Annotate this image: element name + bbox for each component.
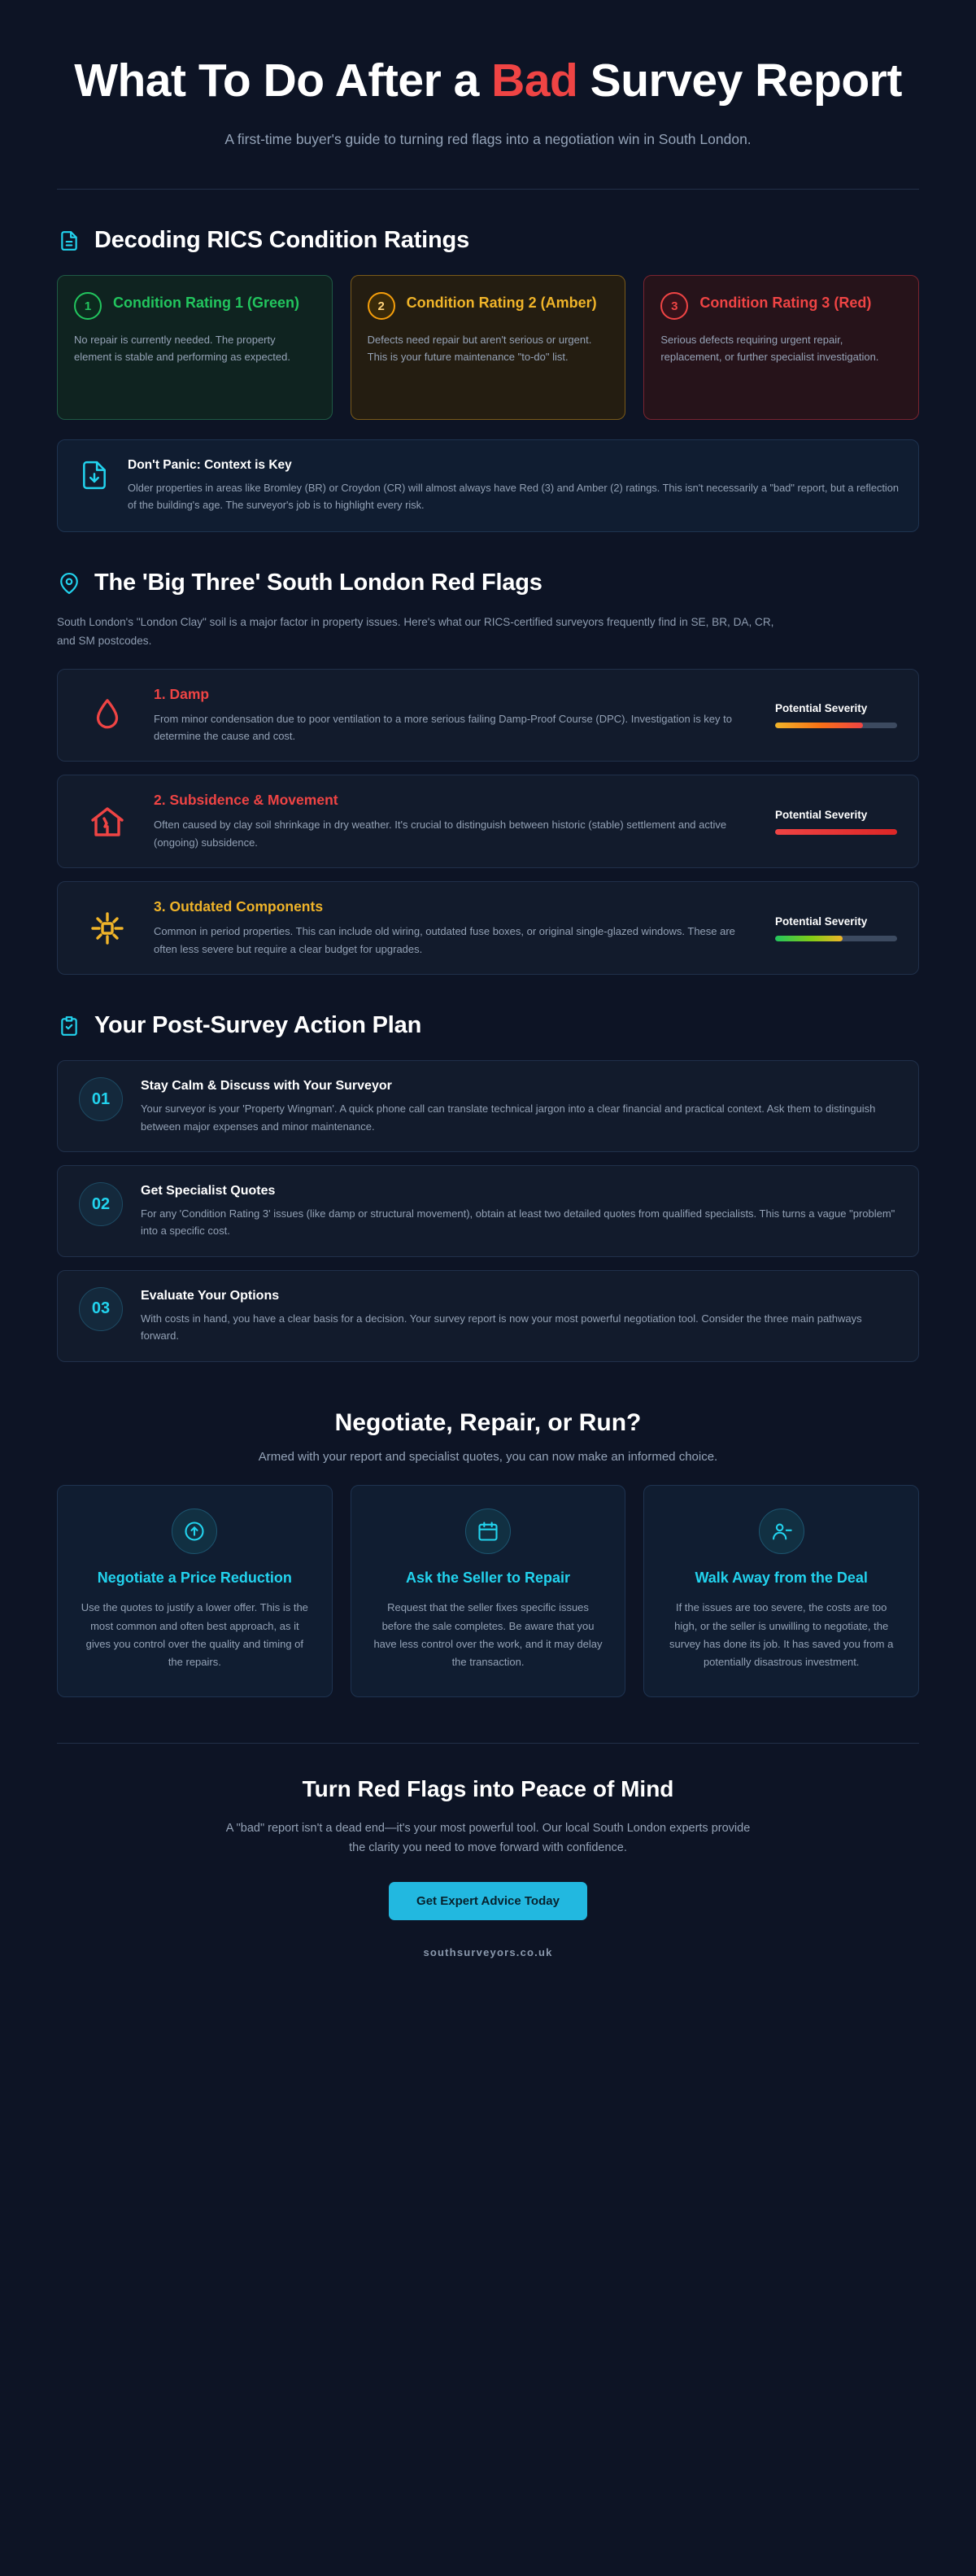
page-title-part2: Survey Report <box>577 55 902 107</box>
ratings-heading: Decoding RICS Condition Ratings <box>94 227 470 254</box>
action-step-2-desc: For any 'Condition Rating 3' issues (like damp or structural movement), obtain at least two detailed quotes from qualified specialists. This turns a vague "problem" into a specific cost. <box>141 1207 895 1238</box>
website-url: southsurveyors.co.uk <box>423 1945 553 1958</box>
cta-button[interactable]: Get Expert Advice Today <box>389 1882 587 1920</box>
ratings-heading-row <box>57 227 919 254</box>
rating-card-2-header <box>368 292 609 320</box>
action-step-1-title: Stay Calm & Discuss with Your Surveyor <box>141 1079 392 1094</box>
severity-fill-subsidence <box>775 829 897 835</box>
action-step-1-body <box>141 1077 897 1135</box>
red-flag-subsidence-desc: Often caused by clay soil shrinkage in dry weather. It's crucial to distinguish between historic (stable) settlement and active (ongoing) subsidence. <box>154 819 727 849</box>
rating-title-1: Condition Rating 1 (Green) <box>113 295 299 312</box>
map-pin-icon <box>57 571 81 596</box>
red-flag-damp-desc: From minor condensation due to poor ventilation to a more serious failing Damp-Proof Course (DPC). Investigation is key to determine the cause and cost. <box>154 712 732 742</box>
action-step-3-number: 03 <box>79 1287 123 1331</box>
rating-card-3-header <box>660 292 902 320</box>
red-flag-outdated-title: 3. Outdated Components <box>154 898 324 915</box>
option-walk-away-title: Walk Away from the Deal <box>695 1569 868 1586</box>
option-walk-away <box>643 1485 919 1697</box>
option-repair <box>351 1485 626 1697</box>
red-flag-outdated-text <box>154 898 757 958</box>
option-repair-desc: Request that the seller fixes specific issues before the sale completes. Be aware that you have less control over the work, and it may delay the transaction. <box>373 1601 603 1669</box>
clipboard-check-icon <box>57 1014 81 1038</box>
red-flag-outdated-desc: Common in period properties. This can include old wiring, outdated fuse boxes, or original single-glazed windows. These are often less severe but require a clear budget for upgrades. <box>154 925 735 955</box>
walk-away-user-icon <box>759 1508 804 1554</box>
red-flags-section <box>57 570 919 975</box>
action-plan-section <box>57 1012 919 1362</box>
red-flag-damp-title: 1. Damp <box>154 685 210 702</box>
context-note <box>57 439 919 532</box>
water-drop-icon <box>79 689 136 741</box>
ratings-section <box>57 227 919 532</box>
rating-body-1: No repair is currently needed. The property element is stable and performing as expected. <box>74 334 290 364</box>
page-subtitle: A first-time buyer's guide to turning red flags into a negotiation win in South London. <box>224 130 752 147</box>
red-flags-intro: South London's "London Clay" soil is a major factor in property issues. Here's what our RICS-certified surveyors frequently find in SE, BR, DA, CR, and SM postcodes. <box>57 616 774 648</box>
action-step-3-body <box>141 1287 897 1345</box>
options-subtitle: Armed with your report and specialist quotes, you can now make an informed choice. <box>258 1449 718 1464</box>
action-step-1-desc: Your surveyor is your 'Property Wingman'. A quick phone call can translate technical jargon into a clear financial and practical context. Ask them to distinguish between major expenses and minor maintenance. <box>141 1102 876 1133</box>
option-negotiate <box>57 1485 333 1697</box>
footer-body: A "bad" report isn't a dead end—it's your most powerful tool. Our local South London experts provide the clarity you need to move forward with confidence. <box>225 1821 751 1854</box>
page-title <box>57 55 919 107</box>
rating-title-2: Condition Rating 2 (Amber) <box>406 295 597 312</box>
document-icon <box>57 229 81 253</box>
action-step-3-title: Evaluate Your Options <box>141 1288 280 1303</box>
red-flag-subsidence <box>57 775 919 868</box>
rating-card-1-header <box>74 292 316 320</box>
rating-badge-3: 3 <box>660 292 688 320</box>
action-step-2-number: 02 <box>79 1182 123 1226</box>
options-heading-block <box>57 1409 919 1464</box>
option-walk-away-desc: If the issues are too severe, the costs are too high, or the seller is unwilling to negotiate, the survey has done its job. It has saved you from a potentially disastrous investment. <box>669 1601 894 1669</box>
rating-card-3 <box>643 275 919 420</box>
severity-label-outdated: Potential Severity <box>775 915 868 928</box>
action-plan-heading-row <box>57 1012 919 1039</box>
action-step-2-body <box>141 1182 897 1240</box>
red-flag-outdated <box>57 881 919 975</box>
action-step-1-number: 01 <box>79 1077 123 1121</box>
context-note-body: Older properties in areas like Bromley (BR) or Croydon (CR) will almost always have Red (3) and Amber (2) ratings. This isn't necessarily a "bad" report, but a reflection of the building's age. The surveyor's job is to highlight every risk. <box>128 482 899 512</box>
severity-outdated <box>775 915 897 941</box>
action-step-3-desc: With costs in hand, you have a clear basis for a decision. Your survey report is now your most powerful negotiation tool. Consider the three main pathways forward. <box>141 1312 862 1343</box>
rating-body-3: Serious defects requiring urgent repair, replacement, or further specialist investigation. <box>660 334 879 364</box>
option-negotiate-title: Negotiate a Price Reduction <box>97 1569 292 1586</box>
options-cards <box>57 1485 919 1697</box>
rating-body-2: Defects need repair but aren't serious or urgent. This is your future maintenance "to-do" list. <box>367 334 592 364</box>
option-negotiate-desc: Use the quotes to justify a lower offer. This is the most common and often best approach, as it gives you control over the quality and timing of the repairs. <box>81 1601 308 1669</box>
hero-divider <box>57 189 919 190</box>
action-step-2 <box>57 1165 919 1257</box>
rating-badge-1: 1 <box>74 292 102 320</box>
severity-label-damp: Potential Severity <box>775 701 868 714</box>
price-reduction-icon <box>172 1508 217 1554</box>
red-flag-damp-text <box>154 686 757 745</box>
severity-bar-outdated <box>775 936 897 941</box>
severity-fill-damp <box>775 723 863 728</box>
option-repair-title: Ask the Seller to Repair <box>405 1569 571 1586</box>
house-crack-icon <box>79 796 136 848</box>
page-title-part1: What To Do After a <box>74 55 492 107</box>
ratings-cards <box>57 275 919 420</box>
severity-bar-subsidence <box>775 829 897 835</box>
download-file-icon <box>77 458 111 492</box>
rating-card-2 <box>351 275 626 420</box>
red-flag-damp <box>57 669 919 762</box>
rating-card-1 <box>57 275 333 420</box>
electric-wiring-icon <box>79 902 136 954</box>
rating-badge-2: 2 <box>368 292 395 320</box>
red-flags-heading: The 'Big Three' South London Red Flags <box>94 570 542 596</box>
severity-bar-damp <box>775 723 897 728</box>
action-plan-heading: Your Post-Survey Action Plan <box>94 1012 422 1039</box>
action-step-1 <box>57 1060 919 1152</box>
calendar-repair-icon <box>465 1508 511 1554</box>
action-step-3 <box>57 1270 919 1362</box>
severity-fill-outdated <box>775 936 843 941</box>
context-note-text <box>128 458 899 513</box>
context-note-title: Don't Panic: Context is Key <box>128 458 292 473</box>
action-step-2-title: Get Specialist Quotes <box>141 1184 276 1198</box>
footer-heading: Turn Red Flags into Peace of Mind <box>302 1775 674 1801</box>
severity-subsidence <box>775 809 897 835</box>
red-flags-heading-row <box>57 570 919 596</box>
hero-section <box>57 37 919 150</box>
rating-title-3: Condition Rating 3 (Red) <box>699 295 872 312</box>
red-flag-subsidence-title: 2. Subsidence & Movement <box>154 792 338 809</box>
page-title-accent: Bad <box>491 55 578 107</box>
options-heading: Negotiate, Repair, or Run? <box>334 1408 642 1436</box>
severity-label-subsidence: Potential Severity <box>775 808 868 821</box>
footer-section <box>57 1744 919 1958</box>
severity-damp <box>775 702 897 728</box>
red-flag-subsidence-text <box>154 792 757 851</box>
